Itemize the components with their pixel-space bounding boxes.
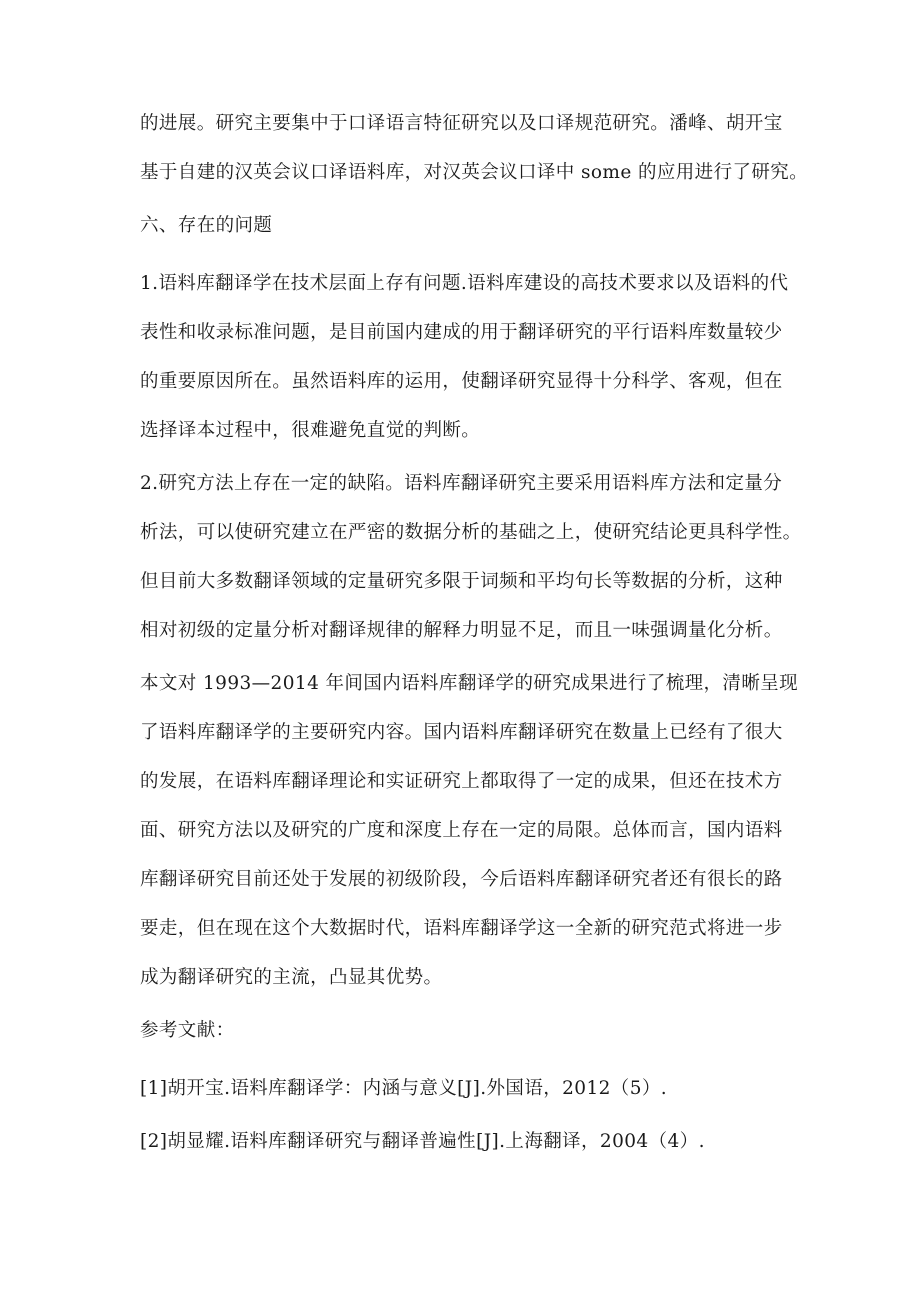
references-heading: 参考文献： [140, 1020, 235, 1041]
paragraph-line: 的进展。研究主要集中于口译语言特征研究以及口译规范研究。潘峰、胡开宝 [140, 113, 783, 134]
paragraph-line: 成为翻译研究的主流，凸显其优势。 [140, 967, 443, 988]
paragraph-line: 基于自建的汉英会议口译语料库，对汉英会议口译中 some 的应用进行了研究。 [140, 162, 809, 183]
paragraph-line: 析法，可以使研究建立在严密的数据分析的基础之上，使研究结论更具科学性。 [140, 522, 802, 543]
section-heading: 六、存在的问题 [140, 215, 273, 236]
paragraph-line: 本文对 1993—2014 年间国内语料库翻译学的研究成果进行了梳理，清晰呈现 [140, 673, 799, 694]
paragraph-line: 库翻译研究目前还处于发展的初级阶段，今后语料库翻译研究者还有很长的路 [140, 869, 783, 890]
paragraph-line: 要走，但在现在这个大数据时代，语料库翻译学这一全新的研究范式将进一步 [140, 918, 783, 939]
paragraph-line: 了语料库翻译学的主要研究内容。国内语料库翻译研究在数量上已经有了很大 [140, 722, 783, 743]
paragraph-line: 的发展，在语料库翻译理论和实证研究上都取得了一定的成果，但还在技术方 [140, 771, 783, 792]
paragraph-line: 相对初级的定量分析对翻译规律的解释力明显不足，而且一味强调量化分析。 [140, 620, 783, 641]
paragraph-line: 1.语料库翻译学在技术层面上存有问题.语料库建设的高技术要求以及语料的代 [140, 273, 789, 294]
paragraph-line: 表性和收录标准问题，是目前国内建成的用于翻译研究的平行语料库数量较少 [140, 322, 783, 343]
paragraph-line: 的重要原因所在。虽然语料库的运用，使翻译研究显得十分科学、客观，但在 [140, 371, 783, 392]
paragraph-line: 面、研究方法以及研究的广度和深度上存在一定的局限。总体而言，国内语料 [140, 820, 783, 841]
reference-item: [2]胡显耀.语料库翻译研究与翻译普遍性[J].上海翻译，2004（4）. [140, 1131, 705, 1152]
paragraph-line: 2.研究方法上存在一定的缺陷。语料库翻译研究主要采用语料库方法和定量分 [140, 473, 783, 494]
paragraph-line: 选择译本过程中，很难避免直觉的判断。 [140, 420, 481, 441]
reference-item: [1]胡开宝.语料库翻译学：内涵与意义[J].外国语，2012（5）. [140, 1078, 668, 1099]
paragraph-line: 但目前大多数翻译领域的定量研究多限于词频和平均句长等数据的分析，这种 [140, 571, 783, 592]
